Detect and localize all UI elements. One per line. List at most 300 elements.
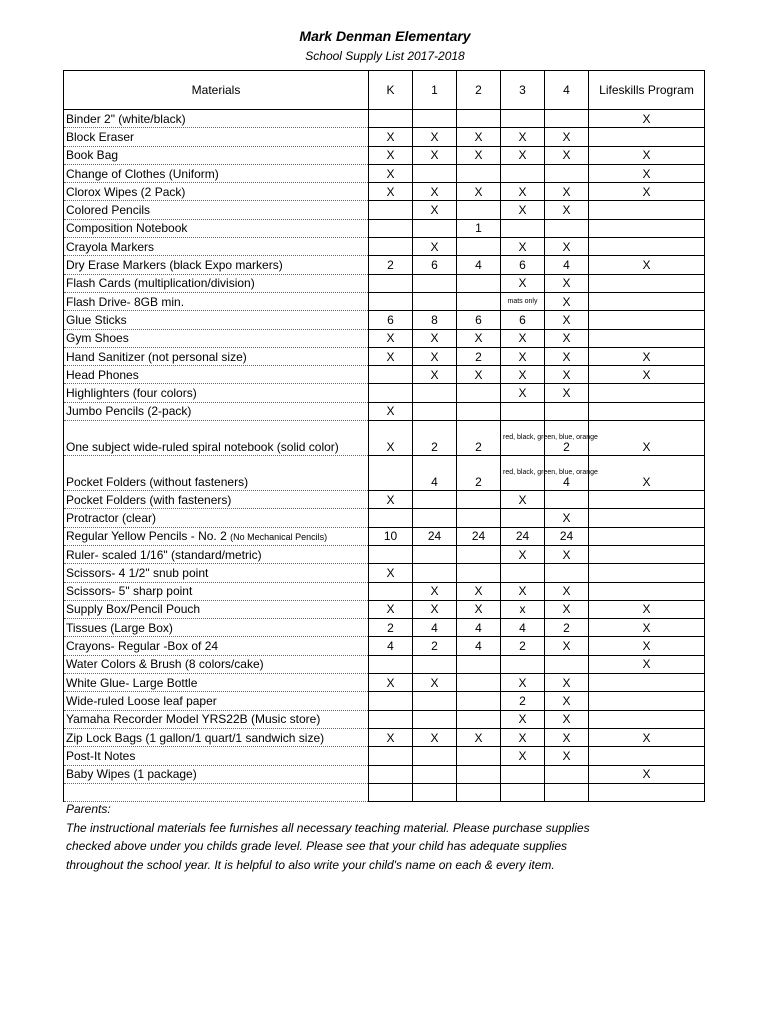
cell-grade-4: 24 <box>545 527 589 545</box>
cell-grade-3: X <box>501 274 545 292</box>
table-row <box>64 201 705 219</box>
material-name: Highlighters (four colors) <box>66 386 197 401</box>
material-name: Flash Drive- 8GB min. <box>66 294 185 309</box>
cell-lifeskills: X <box>589 366 705 384</box>
cell-lifeskills <box>589 292 705 310</box>
table-row <box>64 491 705 509</box>
material-cell <box>64 238 369 256</box>
cell-grade-4: X <box>545 582 589 600</box>
cell-grade-4: X <box>545 183 589 201</box>
table-row <box>64 292 705 310</box>
cell-grade-1: X <box>413 600 457 618</box>
cell-grade-1: X <box>413 329 457 347</box>
material-name: Supply Box/Pencil Pouch <box>66 602 201 617</box>
cell-grade-4: X <box>545 347 589 365</box>
material-name: Scissors- 5" sharp point <box>66 584 193 599</box>
material-cell <box>64 219 369 237</box>
cell-k: 10 <box>369 527 413 545</box>
cell-k <box>369 655 413 673</box>
cell-grade-2 <box>457 765 501 783</box>
table-row <box>64 783 705 801</box>
cell-k: X <box>369 491 413 509</box>
cell-lifeskills: X <box>589 619 705 637</box>
cell-grade-3 <box>501 564 545 582</box>
cell-grade-2 <box>457 164 501 182</box>
note-line: throughout the school year. It is helpful to also write your child's name on each & every item. <box>66 857 555 872</box>
material-cell <box>64 347 369 365</box>
cell-k: X <box>369 600 413 618</box>
cell-grade-1 <box>413 747 457 765</box>
cell-grade-2 <box>457 564 501 582</box>
material-cell <box>64 201 369 219</box>
cell-lifeskills <box>589 128 705 146</box>
cell-grade-1: 6 <box>413 256 457 274</box>
cell-grade-1 <box>413 545 457 563</box>
material-name: Clorox Wipes (2 Pack) <box>66 184 186 199</box>
material-cell <box>64 329 369 347</box>
table-row <box>64 146 705 164</box>
material-cell <box>64 402 369 420</box>
table-row <box>64 421 705 456</box>
cell-grade-1: X <box>413 183 457 201</box>
cell-k <box>369 783 413 801</box>
cell-grade-2 <box>457 783 501 801</box>
column-header-grade-2: 2 <box>457 71 501 110</box>
cell-grade-2 <box>457 545 501 563</box>
cell-grade-3: X <box>501 201 545 219</box>
column-header-grade-1: 1 <box>413 71 457 110</box>
material-name: Change of Clothes (Uniform) <box>66 166 219 181</box>
cell-k <box>369 545 413 563</box>
cell-grade-2 <box>457 274 501 292</box>
material-cell <box>64 765 369 783</box>
table-row <box>64 219 705 237</box>
column-header-materials: Materials <box>64 71 369 110</box>
material-name: Pocket Folders (without fasteners) <box>66 475 249 490</box>
cell-lifeskills: X <box>589 655 705 673</box>
table-row <box>64 747 705 765</box>
cell-k: X <box>369 402 413 420</box>
table-row <box>64 564 705 582</box>
cell-lifeskills: X <box>589 256 705 274</box>
material-name: Wide-ruled Loose leaf paper <box>66 693 217 708</box>
material-cell <box>64 491 369 509</box>
cell-grade-4: X <box>545 674 589 692</box>
material-name: Scissors- 4 1/2" snub point <box>66 565 209 580</box>
cell-grade-1 <box>413 655 457 673</box>
cell-k: 2 <box>369 619 413 637</box>
material-name: Crayola Markers <box>66 239 155 254</box>
cell-grade-3 <box>501 110 545 128</box>
table-row <box>64 637 705 655</box>
cell-lifeskills <box>589 238 705 256</box>
cell-grade-3: X <box>501 183 545 201</box>
cell-grade-1 <box>413 564 457 582</box>
cell-grade-4 <box>545 564 589 582</box>
cell-k: X <box>369 347 413 365</box>
material-cell <box>64 582 369 600</box>
cell-lifeskills: X <box>589 164 705 182</box>
table-row <box>64 110 705 128</box>
cell-grade-1 <box>413 402 457 420</box>
cell-grade-4: 4 <box>545 256 589 274</box>
material-name: Baby Wipes (1 package) <box>66 767 197 782</box>
cell-grade-2: 2 <box>457 347 501 365</box>
cell-grade-4 <box>545 491 589 509</box>
cell-grade-2: X <box>457 366 501 384</box>
cell-lifeskills: X <box>589 765 705 783</box>
cell-lifeskills <box>589 582 705 600</box>
cell-grade-4: X <box>545 747 589 765</box>
cell-grade-1 <box>413 384 457 402</box>
cell-grade-3: X <box>501 384 545 402</box>
cell-grade-4: X <box>545 329 589 347</box>
cell-grade-1 <box>413 765 457 783</box>
cell-k: X <box>369 674 413 692</box>
material-cell <box>64 747 369 765</box>
material-note: (No Mechanical Pencils) <box>230 531 328 542</box>
cell-lifeskills: X <box>589 421 705 456</box>
cell-grade-4: X <box>545 728 589 746</box>
cell-k <box>369 201 413 219</box>
material-cell <box>64 274 369 292</box>
cell-grade-3: 6 <box>501 256 545 274</box>
material-cell <box>64 564 369 582</box>
cell-grade-1: X <box>413 347 457 365</box>
material-name: Jumbo Pencils (2-pack) <box>66 404 192 419</box>
table-row <box>64 347 705 365</box>
material-cell <box>64 783 369 801</box>
table-row <box>64 311 705 329</box>
cell-grade-3 <box>501 164 545 182</box>
table-row <box>64 366 705 384</box>
cell-grade-4: X <box>545 637 589 655</box>
parents-note <box>66 800 666 874</box>
material-cell <box>64 637 369 655</box>
cell-grade-2 <box>457 201 501 219</box>
cell-lifeskills <box>589 201 705 219</box>
material-cell <box>64 146 369 164</box>
cell-grade-2: 4 <box>457 619 501 637</box>
cell-grade-3: X <box>501 128 545 146</box>
material-cell <box>64 366 369 384</box>
cell-grade-4: 2 <box>545 619 589 637</box>
cell-grade-2: 4 <box>457 256 501 274</box>
table-row <box>64 582 705 600</box>
cell-grade-3 <box>501 509 545 527</box>
cell-grade-4: X <box>545 600 589 618</box>
cell-grade-1: 2 <box>413 637 457 655</box>
cell-grade-2: 2 <box>457 456 501 491</box>
column-header-k: K <box>369 71 413 110</box>
cell-grade-1 <box>413 219 457 237</box>
table-row <box>64 527 705 545</box>
cell-grade-3 <box>501 655 545 673</box>
cell-grade-1: 4 <box>413 456 457 491</box>
table-row <box>64 655 705 673</box>
material-cell <box>64 110 369 128</box>
material-name: White Glue- Large Bottle <box>66 675 198 690</box>
cell-k <box>369 238 413 256</box>
cell-k: X <box>369 728 413 746</box>
table-row <box>64 256 705 274</box>
column-header-lifeskills: Lifeskills Program <box>589 71 705 110</box>
cell-grade-4: X <box>545 128 589 146</box>
cell-k <box>369 692 413 710</box>
cell-grade-2: X <box>457 128 501 146</box>
cell-lifeskills <box>589 564 705 582</box>
cell-grade-4: X <box>545 274 589 292</box>
table-row <box>64 384 705 402</box>
cell-grade-4: X <box>545 509 589 527</box>
cell-k <box>369 747 413 765</box>
material-name: Flash Cards (multiplication/division) <box>66 276 255 291</box>
table-row <box>64 728 705 746</box>
material-cell <box>64 509 369 527</box>
cell-grade-2 <box>457 655 501 673</box>
table-row <box>64 509 705 527</box>
cell-k <box>369 710 413 728</box>
material-cell <box>64 292 369 310</box>
material-name: Hand Sanitizer (not personal size) <box>66 349 247 364</box>
material-cell <box>64 655 369 673</box>
cell-grade-4: X <box>545 710 589 728</box>
cell-lifeskills <box>589 674 705 692</box>
material-cell <box>64 527 369 545</box>
document-subtitle: School Supply List 2017-2018 <box>305 49 465 63</box>
cell-grade-1: 8 <box>413 311 457 329</box>
material-name: Colored Pencils <box>66 203 151 218</box>
cell-lifeskills <box>589 692 705 710</box>
cell-lifeskills <box>589 509 705 527</box>
cell-grade-2 <box>457 509 501 527</box>
cell-grade-1 <box>413 110 457 128</box>
table-header-row <box>64 71 705 110</box>
cell-grade-1: X <box>413 201 457 219</box>
cell-grade-3: 24 <box>501 527 545 545</box>
cell-lifeskills: X <box>589 347 705 365</box>
cell-grade-4: X <box>545 292 589 310</box>
cell-grade-3: X <box>501 366 545 384</box>
cell-grade-2 <box>457 674 501 692</box>
cell-k <box>369 765 413 783</box>
cell-grade-2: 6 <box>457 311 501 329</box>
cell-grade-3 <box>501 219 545 237</box>
table-row <box>64 329 705 347</box>
cell-k <box>369 509 413 527</box>
cell-grade-3: X <box>501 146 545 164</box>
material-name: Regular Yellow Pencils - No. 2 <box>66 528 227 543</box>
table-row <box>64 183 705 201</box>
cell-grade-2 <box>457 292 501 310</box>
cell-grade-2 <box>457 384 501 402</box>
cell-grade-3: X <box>501 582 545 600</box>
cell-grade-1: X <box>413 128 457 146</box>
cell-grade-4: X <box>545 366 589 384</box>
cell-k: X <box>369 421 413 456</box>
cell-grade-3: X <box>501 728 545 746</box>
table-row <box>64 274 705 292</box>
cell-grade-1: X <box>413 674 457 692</box>
table-row <box>64 128 705 146</box>
material-cell <box>64 692 369 710</box>
table-row <box>64 456 705 491</box>
material-name: Binder 2" (white/black) <box>66 111 186 126</box>
cell-grade-4 <box>545 655 589 673</box>
note-heading: Parents: <box>66 802 111 816</box>
material-cell <box>64 164 369 182</box>
cell-grade-1: X <box>413 728 457 746</box>
material-name: One subject wide-ruled spiral notebook (solid color) <box>66 440 339 455</box>
note-line: The instructional materials fee furnishes all necessary teaching material. Please purchase supplies <box>66 820 590 835</box>
cell-grade-2: 2 <box>457 421 501 456</box>
cell-lifeskills: X <box>589 456 705 491</box>
cell-grade-4: X <box>545 201 589 219</box>
material-name: Glue Sticks <box>66 312 127 327</box>
cell-lifeskills <box>589 384 705 402</box>
cell-k <box>369 110 413 128</box>
cell-grade-1: 24 <box>413 527 457 545</box>
cell-grade-3: x <box>501 600 545 618</box>
cell-k <box>369 366 413 384</box>
cell-grade-3: X <box>501 747 545 765</box>
cell-lifeskills: X <box>589 637 705 655</box>
note-line: checked above under you childs grade level. Please see that your child has adequate supplies <box>66 839 567 853</box>
cell-k: 4 <box>369 637 413 655</box>
cell-grade-2: 4 <box>457 637 501 655</box>
cell-lifeskills <box>589 219 705 237</box>
cell-grade-2 <box>457 110 501 128</box>
material-name: Post-It Notes <box>66 748 136 763</box>
column-header-grade-4: 4 <box>545 71 589 110</box>
cell-grade-3: mats only <box>501 292 545 310</box>
cell-grade-2: X <box>457 600 501 618</box>
material-name: Pocket Folders (with fasteners) <box>66 492 232 507</box>
cell-grade-1: X <box>413 366 457 384</box>
cell-grade-2 <box>457 402 501 420</box>
cell-k <box>369 456 413 491</box>
cell-grade-2 <box>457 747 501 765</box>
table-row <box>64 164 705 182</box>
cell-lifeskills <box>589 311 705 329</box>
cell-grade-3 <box>501 402 545 420</box>
cell-grade-3: 2 <box>501 637 545 655</box>
table-row <box>64 600 705 618</box>
cell-grade-2 <box>457 710 501 728</box>
table-row <box>64 545 705 563</box>
material-cell <box>64 710 369 728</box>
cell-k <box>369 292 413 310</box>
material-cell <box>64 384 369 402</box>
cell-k: 6 <box>369 311 413 329</box>
cell-grade-2 <box>457 692 501 710</box>
cell-grade-2: 24 <box>457 527 501 545</box>
cell-grade-1 <box>413 783 457 801</box>
material-name: Head Phones <box>66 367 139 382</box>
material-cell <box>64 421 369 456</box>
cell-grade-4: 4 <box>545 456 589 491</box>
cell-lifeskills: X <box>589 728 705 746</box>
material-name: Book Bag <box>66 148 119 163</box>
cell-grade-3: 4 <box>501 619 545 637</box>
cell-grade-4 <box>545 110 589 128</box>
material-name: Block Eraser <box>66 129 135 144</box>
material-cell <box>64 456 369 491</box>
cell-grade-1: X <box>413 146 457 164</box>
material-name: Yamaha Recorder Model YRS22B (Music store) <box>66 712 321 727</box>
cell-grade-2: X <box>457 183 501 201</box>
cell-grade-3: X <box>501 329 545 347</box>
cell-grade-2: 1 <box>457 219 501 237</box>
document-title: Mark Denman Elementary <box>299 28 471 44</box>
cell-grade-2: X <box>457 728 501 746</box>
cell-grade-4 <box>545 765 589 783</box>
cell-grade-2: X <box>457 146 501 164</box>
cell-k: X <box>369 128 413 146</box>
material-cell <box>64 311 369 329</box>
material-cell <box>64 128 369 146</box>
cell-grade-4: X <box>545 146 589 164</box>
cell-grade-4 <box>545 402 589 420</box>
material-cell <box>64 728 369 746</box>
cell-grade-2 <box>457 491 501 509</box>
supply-table-body <box>64 110 705 802</box>
cell-grade-1 <box>413 509 457 527</box>
cell-grade-3: X <box>501 491 545 509</box>
material-name: Zip Lock Bags (1 gallon/1 quart/1 sandwich size) <box>66 730 325 745</box>
material-name: Ruler- scaled 1/16" (standard/metric) <box>66 547 262 562</box>
cell-grade-1 <box>413 710 457 728</box>
cell-grade-4: 2 <box>545 421 589 456</box>
material-cell <box>64 256 369 274</box>
cell-grade-4: X <box>545 692 589 710</box>
cell-grade-1: X <box>413 582 457 600</box>
material-name: Composition Notebook <box>66 221 188 236</box>
material-name: Gym Shoes <box>66 331 129 346</box>
material-cell <box>64 183 369 201</box>
cell-k <box>369 274 413 292</box>
material-name: Protractor (clear) <box>66 510 157 525</box>
material-cell <box>64 619 369 637</box>
cell-grade-2 <box>457 238 501 256</box>
table-row <box>64 238 705 256</box>
cell-k <box>369 384 413 402</box>
cell-grade-4: X <box>545 311 589 329</box>
cell-lifeskills <box>589 747 705 765</box>
material-name: Dry Erase Markers (black Expo markers) <box>66 258 283 273</box>
cell-k: 2 <box>369 256 413 274</box>
table-row <box>64 402 705 420</box>
cell-lifeskills: X <box>589 146 705 164</box>
material-cell <box>64 600 369 618</box>
cell-grade-3: X <box>501 347 545 365</box>
cell-lifeskills <box>589 329 705 347</box>
cell-k: X <box>369 329 413 347</box>
table-row <box>64 765 705 783</box>
cell-k: X <box>369 183 413 201</box>
cell-lifeskills: X <box>589 183 705 201</box>
table-row <box>64 674 705 692</box>
cell-grade-1 <box>413 274 457 292</box>
material-cell <box>64 674 369 692</box>
cell-grade-3 <box>501 783 545 801</box>
cell-lifeskills: X <box>589 110 705 128</box>
cell-grade-3 <box>501 765 545 783</box>
material-cell <box>64 545 369 563</box>
cell-grade-3: 2 <box>501 692 545 710</box>
cell-grade-3: X <box>501 710 545 728</box>
cell-grade-1: X <box>413 238 457 256</box>
